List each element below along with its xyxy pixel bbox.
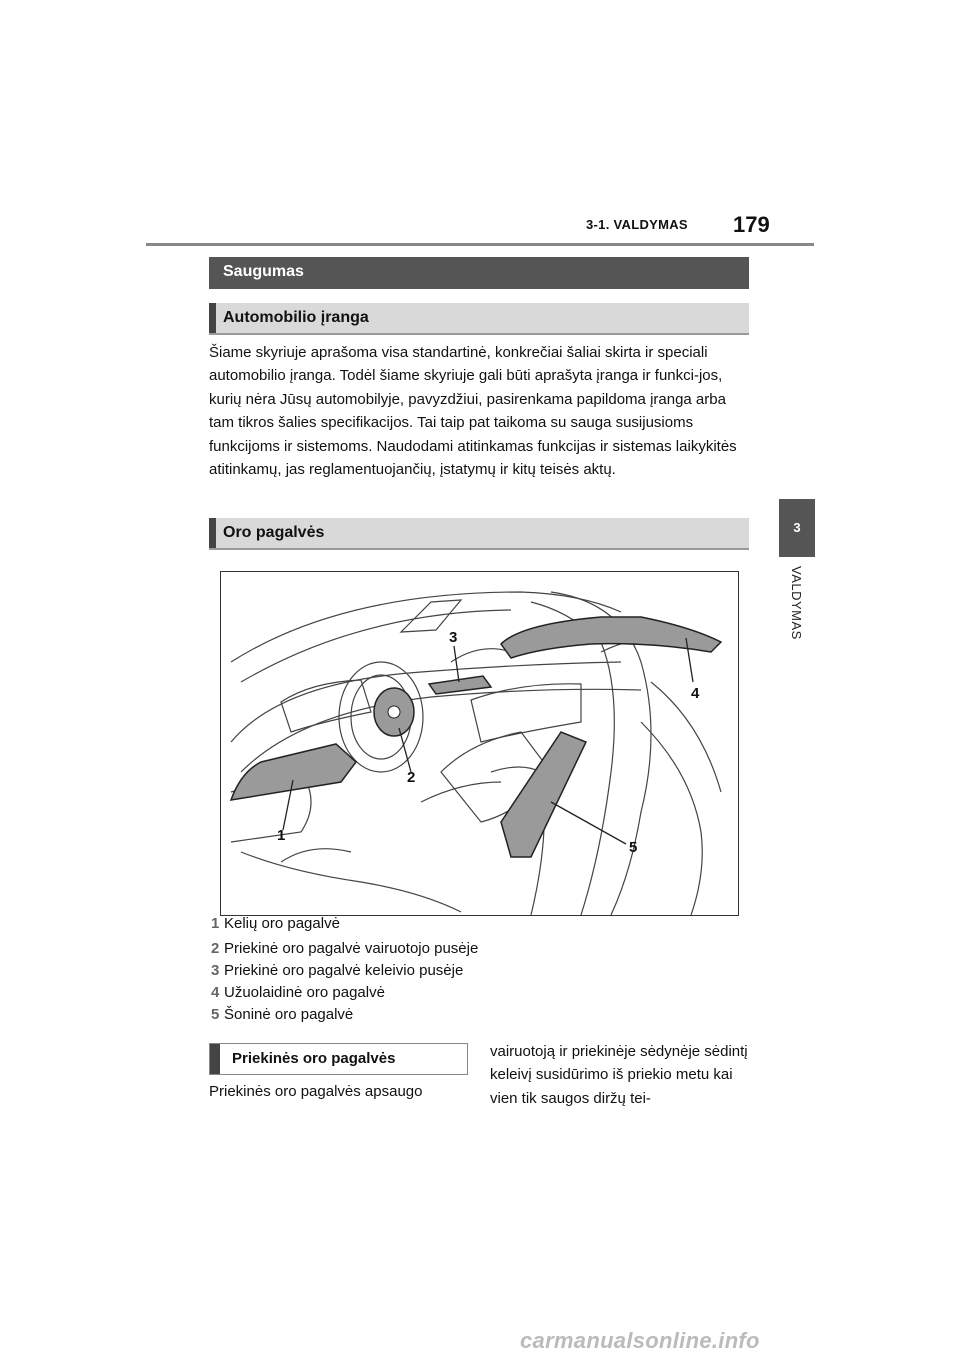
chapter-tab: 3: [779, 499, 815, 557]
legend-number: 5: [211, 1006, 220, 1023]
front-airbags-text-left: Priekinės oro pagalvės apsaugo: [209, 1083, 423, 1100]
legend-item: [211, 913, 478, 935]
callout-3: 3: [449, 629, 458, 646]
airbag-legend: [211, 913, 478, 1026]
callout-1: 1: [277, 827, 286, 844]
section-header: 3-1. VALDYMAS: [586, 217, 688, 232]
header-rule: [146, 243, 814, 246]
airbags-heading: Oro pagalvės: [209, 518, 749, 550]
legend-number: 2: [211, 940, 220, 957]
equipment-heading: Automobilio įranga: [209, 303, 749, 335]
airbag-locations-figure: [220, 571, 739, 916]
legend-text: Kelių oro pagalvė: [224, 915, 340, 932]
car-interior-illustration: [221, 572, 738, 915]
legend-text: Šoninė oro pagalvė: [224, 1006, 354, 1023]
legend-item: [211, 938, 478, 960]
legend-text: Priekinė oro pagalvė vairuotojo pusėje: [224, 940, 479, 957]
main-section-title: Saugumas: [209, 257, 749, 289]
page-number: 179: [733, 212, 770, 237]
chapter-label: VALDYMAS: [789, 566, 804, 640]
legend-number: 3: [211, 962, 220, 979]
legend-text: Užuolaidinė oro pagalvė: [224, 984, 385, 1001]
footer-watermark: carmanualsonline.info: [520, 1328, 760, 1353]
callout-5: 5: [629, 839, 638, 856]
legend-number: 4: [211, 984, 220, 1001]
legend-item: [211, 1004, 478, 1026]
callout-2: 2: [407, 769, 416, 786]
legend-text: Priekinė oro pagalvė keleivio pusėje: [224, 962, 464, 979]
front-airbags-heading: Priekinės oro pagalvės: [209, 1043, 468, 1075]
front-airbags-text-right: vairuotoją ir priekinėje sėdynėje sėdintį keleivį susidūrimo iš priekio metu kai vien tik saugos diržų tei-: [490, 1043, 748, 1107]
legend-item: [211, 960, 478, 982]
equipment-paragraph: Šiame skyriuje aprašoma visa standartinė, konkrečiai šaliai skirta ir speciali automobilio įranga. Todėl šiame skyriuje gali būti aprašyta įranga ir funkci-jos, kurių nėra Jūsų automobilyje, pavyzdžiui, pasirenkama papildoma įranga arba tam tikros šalies specifikacijos. Tai taip pat taikoma su sauga susijusioms funkcijoms ir sistemoms. Naudodami atitinkamas funkcijas ir sistemas laikykitės atitinkamų, jas reglamentuojančių, įstatymų ir kitų teisės aktų.: [209, 344, 737, 479]
callout-4: 4: [691, 685, 700, 702]
legend-item: [211, 982, 478, 1004]
legend-number: 1: [211, 915, 220, 932]
